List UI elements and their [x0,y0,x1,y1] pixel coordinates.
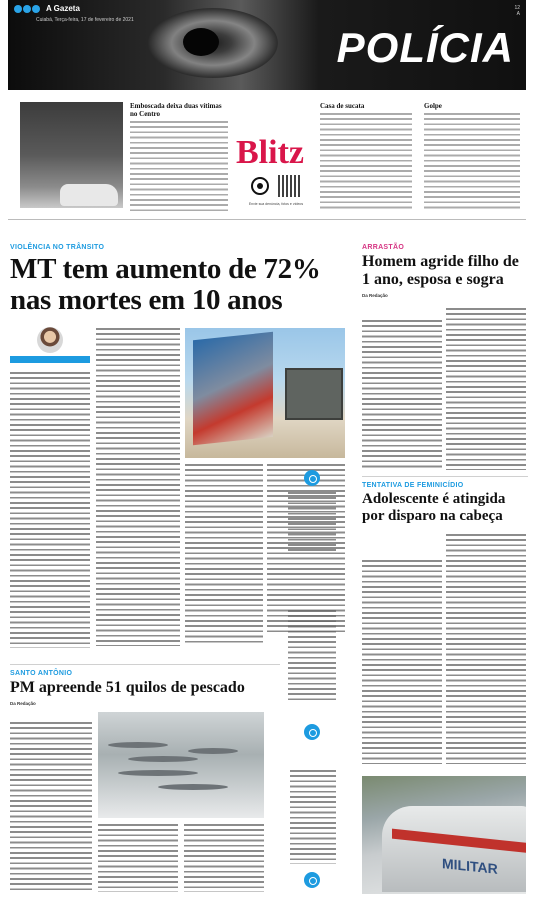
teaser-photo [20,102,123,208]
blitz-caption: Envie sua denúncia, fotos e vídeos [248,202,304,206]
paper-brand [14,4,80,13]
bottom-headline: PM apreende 51 quilos de pescado [10,679,245,696]
fish-shape [128,756,198,762]
teaser-headline: Emboscada deixa duas vítimas no Centro [130,102,222,118]
teaser-body-text [424,113,520,211]
teaser-headline: Casa de sucata [320,102,365,110]
right-top-headline: Homem agride filho de 1 ano, esposa e sogra [362,253,519,288]
bottom-body-col-1 [10,722,92,892]
bottom-kicker: SANTO ANTÔNIO [10,670,73,677]
bottom-body-col-2 [98,824,178,892]
right-mid-kicker: TENTATIVA DE FEMINICÍDIO [362,482,464,489]
teaser-col-3 [320,102,412,211]
section-masthead [8,0,526,90]
truck-bed-shape [285,368,343,420]
teaser-body-text [130,121,228,213]
author-box [10,327,90,363]
page-number: 12 A [514,5,520,17]
bottom-byline: Da Redação [10,701,36,706]
lead-body-col-3 [185,464,263,646]
info-icon [304,724,320,740]
lead-kicker: VIOLÊNCIA NO TRÂNSITO [10,244,105,251]
teaser-body-text [320,113,412,211]
right-top-kicker: ARRASTÃO [362,244,405,251]
edition-date: Cuiabá, Terça-feira, 17 de fevereiro de 2021 [36,17,134,23]
lead-story-header [10,244,350,316]
bottom-body-col-3 [184,824,264,892]
right-top-body-col-1 [362,320,442,470]
truck-cab-shape [193,332,273,445]
right-top-byline: Da Redação [362,293,388,298]
lead-body-col-1 [10,372,90,648]
info-icon [304,872,320,888]
fish-shape [108,742,168,748]
section-title: POLÍCIA [336,24,514,71]
teaser-col-4 [424,102,520,211]
info-text-block [290,770,336,864]
right-mid-body-col-2 [446,534,526,764]
police-car-photo [362,776,526,894]
blitz-logo: Blitz [236,134,304,171]
info-text-block [288,610,336,702]
teaser-photo-car [60,184,118,206]
right-mid-headline: Adolescente é atingida por disparo na cabeça [362,491,506,524]
author-avatar [37,327,63,353]
info-icon [304,470,320,486]
right-mid-story [362,482,528,525]
bottom-story [10,670,290,706]
fish-shape [158,784,228,790]
teaser-strip [8,94,526,220]
info-text-block [288,492,336,552]
lead-body-col-2 [96,328,180,646]
lead-photo-wrecked-truck [185,328,345,458]
police-car-marking: MILITAR [442,855,498,877]
whatsapp-icon [251,177,269,195]
divider [362,476,528,477]
lead-headline: MT tem aumento de 72% nas mortes em 10 anos [10,253,321,316]
masthead-eye-pupil [183,28,219,56]
teaser-col-2 [130,102,228,213]
teaser-headline: Golpe [424,102,442,110]
paper-name: A Gazeta [45,4,80,13]
right-top-body-col-2 [446,308,526,470]
divider [10,664,280,665]
fish-shape [188,748,238,754]
right-mid-body-col-1 [362,560,442,764]
right-top-story [362,244,528,298]
seized-fish-photo [98,712,264,818]
author-name-bar [10,356,90,363]
qr-code-icon [278,175,302,197]
fish-shape [118,770,198,776]
brand-logo-icon [14,5,41,12]
